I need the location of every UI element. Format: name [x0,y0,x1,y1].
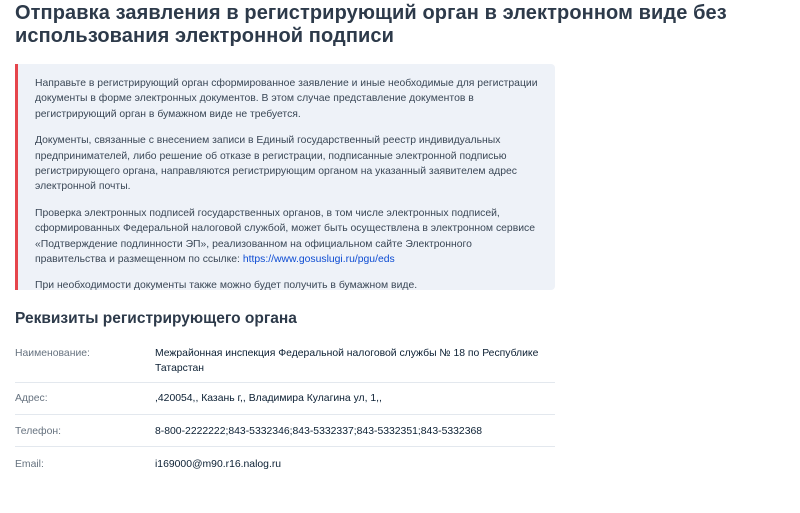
requisites-label-name: Наименование: [15,348,90,359]
requisites-value-phone: 8-800-2222222;843-5332346;843-5332337;843-5332351;843-5332368 [155,426,483,437]
requisites-label-email: Email: [15,459,44,470]
requisites-value-email: i169000@m90.r16.nalog.ru [155,459,282,470]
notice-paragraph-2: Документы, связанные с внесением записи в Единый государственный реестр индивидуальных предпринимателей, либо решение об отказе в регистрации, подписанные электронной подписью регистрирующего органа, направляются регистрирующим органом на указанный заявителем адрес электронной почты. [35,135,517,193]
requisites-table [15,336,555,477]
gosuslugi-eds-link[interactable]: https://www.gosuslugi.ru/pgu/eds [242,254,395,266]
notice-paragraph-4: При необходимости документы также можно будет получить в бумажном виде. [35,280,418,292]
notice-paragraph-3-text: Проверка электронных подписей государственных органов, в том числе электронных подписей, сформированных Федеральной налоговой службой, может быть осуществлена в электронном сервисе «Подтверждение подлинности ЭП», реализованном на официальном сайте Электронного правительства и размещенном по ссылке: [35,207,535,266]
info-notice [15,64,555,290]
requisites-value-address: ,420054,, Казань г,, Владимира Кулагина ул, 1,, [155,393,382,404]
requisites-value-name: Межрайонная инспекция Федеральной налоговой службы № 18 по Республике Татарстан [155,348,539,374]
requisites-row-address [15,383,555,415]
requisites-title: Реквизиты регистрирующего органа [15,310,297,327]
requisites-label-address: Адрес: [15,393,48,404]
notice-paragraph-3 [35,206,539,268]
requisites-row-name [15,336,555,383]
requisites-row-email [15,447,555,477]
requisites-row-phone [15,415,555,447]
requisites-label-phone: Телефон: [15,426,61,437]
page-title: Отправка заявления в регистрирующий орган в электронном виде без использования электронной подписи [15,2,727,47]
notice-paragraph-1: Направьте в регистрирующий орган сформированное заявление и иные необходимые для регистрации документы в форме электронных документов. В этом случае представление документов в регистрирующий орган в бумажном виде не требуется. [35,78,538,120]
